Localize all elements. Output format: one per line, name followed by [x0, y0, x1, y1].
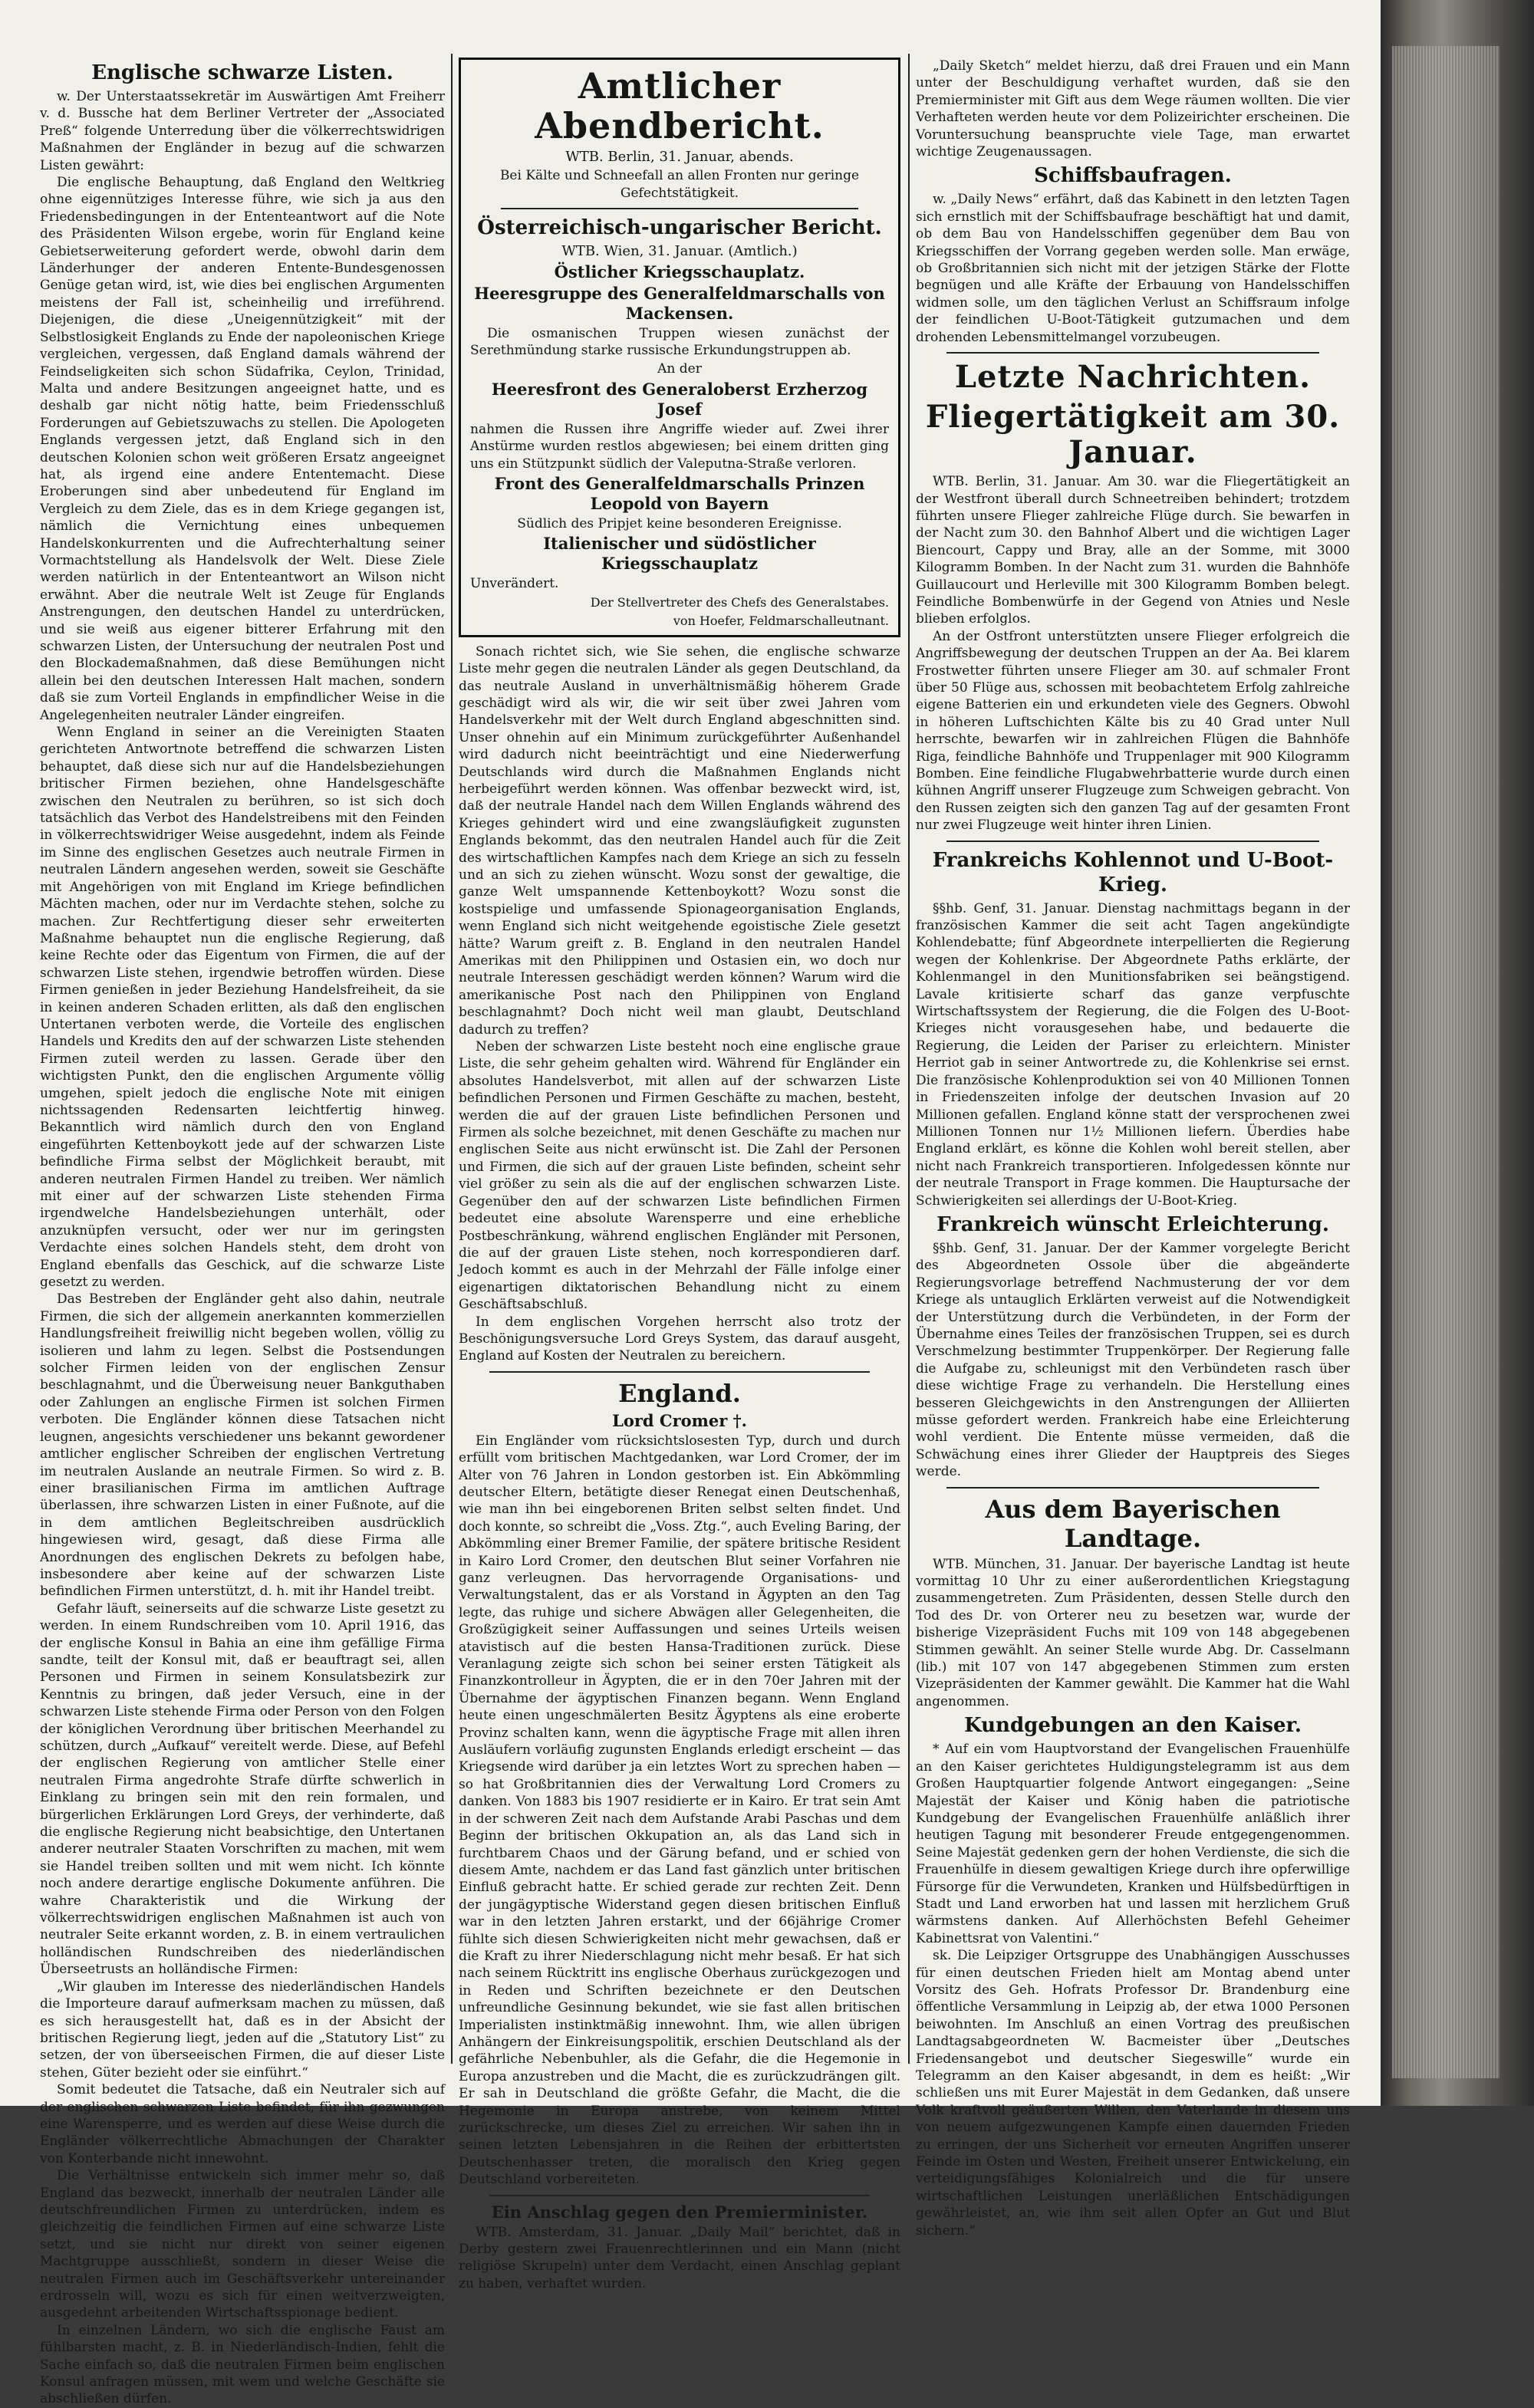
report-intro: Bei Kälte und Schneefall an allen Fronten nur geringe Gefechtstätigkeit. — [499, 168, 860, 201]
paragraph: w. Der Unterstaatssekretär im Auswärtigen Amt Freiherr v. d. Bussche hat dem Berliner Vertreter der „Associated Preß“ folgende Unterredung über die völkerrechtswidrigen Maßnahmen der Engländer in bezug auf die schwarzen Listen gewährt: — [40, 89, 445, 173]
official-report-box — [459, 58, 900, 637]
divider — [501, 208, 858, 209]
divider — [946, 840, 1319, 842]
paragraph: Die englische Behauptung, daß England den Weltkrieg ohne eigennütziges Interesse führe, wie sich ja aus den Friedensbedingungen in der Ententeantwort auf die Note des Präsidenten Wilson ergebe, worin für England keine Gebietserweiterung gefordert werde, obwohl darin dem Länderhunger der anderen Entente-Bundesgenossen Genüge getan wird, ist, wie dies bei englischen Argumenten meistens der Fall ist, scheinheilig und irreführend. Diejenigen, die diese „Uneigennützigkeit“ mit der Selbstlosigkeit Englands zu Ende der napoleonischen Kriege vergleichen, vergessen, daß England damals während der Feindseligkeiten sich schon Südafrika, Ceylon, Trinidad, Malta und andere Besitzungen angeeignet hatte, und es deshalb gar nicht nötig hatte, beim Friedensschluß Forderungen auf Gebietszuwachs zu stellen. Die Apologeten Englands vergessen jetzt, daß England sich in den deutschen Kolonien schon weit größeren Ersatz angeeignet hat, als irgend eine andere Ententemacht. Diese Eroberungen sind aber unbedeutend für England im Vergleich zu dem Ziele, das es in dem Kriege gegangen ist, nämlich die Vernichtung eines unbequemen Handelskonkurrenten und die Aufrechterhaltung seiner Vormachtstellung als Handelsvolk der Welt. Diese Ziele werden natürlich in der Ententeantwort an Wilson nicht erwähnt. Aber die neutrale Welt ist Zeuge für Englands Anstrengungen, den deutschen Handel zu unterdrücken, und sie weiß aus eigener bitterer Erfahrung mit den schwarzen Listen, der Untersuchung der neutralen Post und den Blockademaßnahmen, daß diese Bemühungen nicht allein bei den deutschen Interessen Halt machen, sondern daß sie zum Vorteil Englands in empfindlicher Weise in die Angelegenheiten neutraler Länder eingreifen. — [40, 175, 445, 723]
page-edges — [1392, 46, 1499, 2078]
josef-title: Heeresfront des Generaloberst Erzherzog Josef — [491, 379, 868, 419]
paragraph: Das Bestreben der Engländer geht also dahin, neutrale Firmen, die sich der allgemein anerkannten kommerziellen Handlungsfreiheit freiwillig nicht begeben wollen, völlig zu isolieren und lahm zu legen. Selbst die Postsendungen solcher Firmen leiden von der englischen Zensur beschlagnahmt, und die Überweisung neuer Bankguthaben oder Zahlungen an englische Firmen ist solchen Firmen verboten. Die Engländer können diese Tatsachen nicht leugnen, angesichts verschiedener uns bekannt gewordener amtlicher englischer Schreiben der englischen Vertretung im neutralen Auslande an neutrale Firmen. So wird z. B. einer brasilianischen Firma im amtlichen Auftrage überlassen, ihre schwarzen Listen in einer Fußnote, auf die in dem amtlichen Begleitschreiben ausdrücklich hingewiesen wird, gesagt, daß diese Firma alle Anordnungen des englischen Dekrets zu befolgen habe, insbesondere aber keine auf der schwarzen Liste befindlichen Firmen unterstützt, d. h. mit ihr Handel treibt. — [40, 1291, 445, 1600]
paragraph: * Auf ein vom Hauptvorstand der Evangelischen Frauenhülfe an den Kaiser gerichtetes Huldigungstelegramm ist aus dem Großen Hauptquartier folgende Antwort eingegangen: „Seine Majestät der Kaiser und König haben die patriotische Kundgebung der Evangelischen Frauenhülfe anläßlich ihrer heutigen Tagung mit besonderer Freude entgegengenommen. Seine Majestät gedenken gern der hohen Verdienste, die sich die Frauenhülfe in diesem gewaltigen Kriege durch ihre opferwillige Fürsorge für die Verwundeten, Kranken und Hülfsbedürftigen in Stadt und Land erworben hat und lassen mit herzlichem Gruß wärmstens danken. Auf Allerhöchsten Befehl Geheimer Kabinettsrat von Valentini.“ — [916, 1742, 1350, 1946]
paragraph: Wenn England in seiner an die Vereinigten Staaten gerichteten Antwortnote betreffend die schwarzen Listen behauptet, daß diese sich nur auf die Handelsbeziehungen britischer Firmen beziehen, ohne Handelsgeschäfte zwischen den Neutralen zu berühren, so ist sich doch tatsächlich das Verbot des Handelstreibens mit den Feinden in völkerrechtswidriger Weise ausgedehnt, indem als Feinde im Sinne des englischen Gesetzes auch neutrale Firmen in neutralen Ländern angesehen werden, soweit sie Geschäfte mit Angehörigen von mit England im Kriege befindlichen Mächten machen, oder nur im Verdachte stehen, solche zu machen. Zur Rechtfertigung dieser sehr erweiterten Maßnahme behauptet nun die englische Regierung, daß keine Rechte oder das Eigentum von Firmen, die auf der schwarzen Liste stehen, irgendwie betroffen würden. Diese Firmen genießen in jeder Beziehung Handelsfreiheit, da sie in keinen anderen Schaden erlitten, als daß den englischen Untertanen verboten werde, die Vorteile des englischen Handels und Kredits den auf der schwarzen Liste stehenden Firmen zuteil werden zu lassen. Gerade über den wichtigsten Punkt, den die englischen Argumente völlig umgehen, spielt jedoch die englische Note mit einigen nichtssagenden Redensarten leichtfertig hinweg. Bekanntlich wird nämlich durch den von England eingeführten Kettenboykott jede auf der schwarzen Liste befindliche Firma selbst der Möglichkeit beraubt, mit anderen neutralen Firmen Handel zu treiben. Wer nämlich mit einer auf der schwarzen Liste stehenden Firma irgendwelche Handelsbeziehungen unterhält, oder anzuknüpfen versucht, oder wer nur im geringsten Verdachte eines solchen Handels steht, dem droht von England ebenfalls das Geschick, auf die schwarze Liste gesetzt zu werden. — [40, 725, 445, 1291]
paragraph: Somit bedeutet die Tatsache, daß ein Neutraler sich auf der englischen schwarzen Liste befindet, für ihn gezwungen eine Warensperre, und es werden auf diese Weise durch die Engländer völkerrechtliche Abmachungen der Charakter von Konterbande nicht innewohnt. — [40, 2082, 445, 2166]
article-title-shipbuilding: Schiffsbaufragen. — [1034, 164, 1232, 188]
article-title-kaiser: Kundgebungen an den Kaiser. — [964, 1714, 1302, 1738]
column-right — [916, 58, 1350, 2239]
signature: Der Stellvertreter des Chefs des Generalstabes. — [590, 594, 889, 610]
divider — [946, 1487, 1319, 1489]
paragraph: WTB. Amsterdam, 31. Januar. „Daily Mail“ berichtet, daß in Derby gestern zwei Frauenrechtlerinnen und ein Mann (nicht religiöse Skrupeln) unter dem Verdacht, einen Anschlag geplant zu haben, verhaftet wurden. — [459, 2224, 900, 2291]
article-title-flier-activity: Fliegertätigkeit am 30. Januar. — [925, 399, 1341, 471]
paragraph: Südlich des Pripjet keine besonderen Ereignisse. — [517, 516, 842, 532]
article-title-plot: Ein Anschlag gegen den Premierminister. — [491, 2202, 868, 2222]
article-title-black-lists: Englische schwarze Listen. — [91, 61, 393, 84]
paragraph: Die Verhältnisse entwickeln sich immer mehr so, daß England das bezweckt, innerhalb der neutralen Länder alle deutschfreundlichen Firmen zu unterdrücken, indem es gleichzeitig die feindlichen Firmen auf eine schwarze Liste setzt, und sie nicht nur direkt von seiner eigenen Machtgruppe ausschließt, sondern in dieser Weise die neutralen Firmen auch im Geschäftsverkehr untereinander erdrosseln will, wozu es sich für einen weitverzweigten, ausgedehnt arbeitenden Wirtschaftsspionage bedient. — [40, 2168, 445, 2321]
paragraph: w. „Daily News“ erfährt, daß das Kabinett in den letzten Tagen sich ernstlich mit der Schiffsbaufrage beschäftigt hat und damit, ob dem Bau von Handelsschiffen gegenüber dem Bau von Kriegsschiffen der Vorrang gegeben werden solle. Man erwäge, ob Großbritannien sich nicht mit der jetzigen Stärke der Flotte begnügen und alle Kräfte der Erbauung von Handelsschiffen widmen solle, um den täglichen Verlust an Schiffsraum infolge der feindlichen U-Boot-Tätigkeit gutzumachen und dem drohenden Lebensmittelmangel vorzubeugen. — [916, 192, 1350, 345]
dateline: WTB. Berlin, 31. Januar, abends. — [565, 149, 794, 165]
column-divider — [908, 54, 910, 2064]
paragraph: „Daily Sketch“ meldet hierzu, daß drei Frauen und ein Mann unter der Beschuldigung verhaftet wurden, daß sie den Premierminister mit Gift aus dem Wege räumen wollten. Die vier Verhafteten werden heute vor dem Polizeirichter erscheinen. Die Voruntersuchung beanspruchte viele Tage, man erwartet wichtige Zeugenaussagen. — [916, 58, 1350, 160]
article-title-relief: Frankreich wünscht Erleichterung. — [937, 1212, 1329, 1236]
paragraph: Die osmanischen Truppen wiesen zunächst der Serethmündung starke russische Erkundungstruppen ab. — [470, 325, 889, 359]
leopold-title: Front des Generalfeldmarschalls Prinzen Leopold von Bayern — [494, 474, 865, 514]
divider — [946, 352, 1319, 354]
paragraph: sk. Die Leipziger Ortsgruppe des Unabhängigen Ausschusses für einen deutschen Frieden hielt am Montag abend unter Vorsitz des Geh. Hofrats Professor Dr. Brandenburg eine öffentliche Versammlung in Leipzig ab, der etwa 1000 Personen beiwohnten. Im Anschluß an einen Vortrag des preußischen Landtagsabgeordneten W. Bacmeister über „Deutsches Friedensangebot und deutscher Siegeswille“ wurde ein Telegramm an den Kaiser abgesandt, in dem es heißt: „Wir schließen uns mit Eurer Majestät in dem Gedanken, daß unsere Volk kraftvoll geäußerten Willen, den Vaterlande in diesem uns von neuem aufgezwungenen Kampfe einen dauernden Frieden zu erringen, der uns Sicherheit vor erneuten Angriffen unserer Feinde im Osten und Westen, Freiheit unserer Entwickelung, ein verteidigungsfähiges Kolonialreich und die für unsere wirtschaftlichen Leistungen unerläßlichen Entschädigungen gewährleistet, an, wie ihm seit allen Opfer an Gut und Blut sichern.“ — [916, 1948, 1350, 2239]
article-title-coal: Frankreichs Kohlennot und U-Boot-Krieg. — [932, 848, 1334, 896]
article-title-cromer: Lord Cromer †. — [612, 1410, 747, 1430]
paragraph: Sonach richtet sich, wie Sie sehen, die englische schwarze Liste mehr gegen die neutralen Länder als gegen Deutschland, da das neutrale Ausland in unverhältnismäßig höherem Grade geschädigt wird als wir, die wir seit über zwei Jahren vom Handelsverkehr mit der Welt durch England abgeschnitten sind. Unser ohnehin auf ein Minimum zurückgeführter Außenhandel wird dadurch nicht beeinträchtigt und eine Niederwerfung Deutschlands wird durch die Maßnahmen Englands nicht herbeigeführt werden können. Was offenbar bezweckt wird, ist, daß der neutrale Handel nach dem Willen Englands während des Krieges gehindert wird und eine zwangsläufigkeit zugunsten Englands bekommt, das den neutralen Handel auch für die Zeit des wirtschaftlichen Kampfes nach dem Kriege an sich zu fesseln und an sich zu ziehen wünscht. Wozu sonst der gewaltige, die ganze Welt umspannende Kettenboykott? Wozu sonst die kostspielige und umfassende Spionageorganisation Englands, wenn England sich nicht weitgehende egoistische Ziele gesetzt hätte? Warum greift z. B. England in den neutralen Handel Amerikas mit den Philippinen und Ostasien ein, wo doch nur neutrale Interessen geschädigt werden können? Warum wird die amerikanische Post nach den Philippinen von England beschlagnahmt? Doch nicht weil man glaubt, Deutschland dadurch zu treffen? — [459, 643, 900, 1038]
column-left — [40, 58, 445, 2407]
paragraph: Ein Engländer vom rücksichtslosesten Typ, durch und durch erfüllt vom britischen Machtgedanken, war Lord Cromer, der im Alter von 76 Jahren in London gestorben ist. Ein Abkömmling deutscher Eltern, betätigte dieser Renegat einen Deutschenhaß, wie man ihn bei eingeborenen Briten selbst selten findet. Und doch konnte, so schreibt die „Voss. Ztg.“, auch Eveling Baring, der Abkömmling einer Bremer Familie, der spätere britische Resident in Kairo Lord Cromer, den deutschen Blut seiner Vorfahren nie ganz verleugnen. Das hervorragende Organisations- und Verwaltungstalent, das er als Vorstand in Ägypten an den Tag legte, das ruhige und sichere Abwägen aller Gelegenheiten, die Großzügigkeit seiner Auffassungen und seines Urteils weisen atavistisch auf die besten Hansa-Traditionen zurück. Diese Veranlagung zeigte sich schon bei seiner ersten Tätigkeit als Finanzkontrolleur in Ägypten, die er in den 70er Jahren mit der Übernahme der ägyptischen Finanzen begann. Wenn England heute einen ungeschmälerten Besitz Ägyptens als eine eroberte Provinz schalten kann, wenn die ägyptische Frage mit allen ihren Ausläufern vorläufig zugunsten Englands erledigt erscheint — das Kriegsende wird darüber ja ein letztes Wort zu sprechen haben — so hat Großbritannien dies der Verwaltung Lord Cromers zu danken. Von 1883 bis 1907 residierte er in Kairo. Er trat sein Amt in der schweren Zeit nach dem Aufstande Arabi Paschas und dem Beginn der britischen Okkupation an, als das Land sich in furchtbarem Chaos und der Gärung befand, und er schied von diesem Amte, nachdem er das Land fast gänzlich unter britischen Einfluß gebracht hatte. Er schied gerade zur rechten Zeit. Denn der jungägyptische Widerstand gegen diesen britischen Einfluß war in den letzten Jahren erstarkt, und der 66jährige Cromer fühlte sich diesen Schwierigkeiten nicht mehr gewachsen, daß er die Kraft zu ihrer Niederschlagung nicht mehr besaß. Er hat sich nach seinem Rücktritt ins englische Oberhaus zurückgezogen und in Reden und Schriften bezeichnete er den Deutschen unfreundliche Gesinnung bekundet, wie sie fast allen britischen Imperialisten instinktmäßig innewohnt. Ihm, wie allen übrigen Anhängern der Einkreisungspolitik, erschien Deutschland als der gefährliche Nebenbuhler, als die Gefahr, die die Hegemonie in Europa anzustreben und die Macht, die es zurückzudrängen gilt. Er sah in Deutschland die größte Gefahr, die Macht, die die Hegemonie in Europa anstrebe, von keinem Mittel zurückschrecke, um dieses Ziel zu erreichen. Wir sahen ihn in seinen letzten Lebensjahren in die Reihen der erbittertsten Deutschenhasser treten, die moralisch den Krieg gegen Deutschland vorbereiteten. — [459, 1433, 900, 2188]
section-title-england: England. — [618, 1378, 741, 1408]
paragraph: nahmen die Russen ihre Angriffe wieder auf. Zwei ihrer Anstürme wurden restlos abgewiesen; bei einem dritten ging uns ein Stützpunkt südlich der Valeputna-Straße verloren. — [470, 421, 889, 472]
paragraph: In dem englischen Vorgehen herrscht also trotz der Beschönigungsversuche Lord Greys System, das darauf ausgeht, England auf Kosten der Neutralen zu bereichern. — [459, 1314, 900, 1364]
paragraph: §§hb. Genf, 31. Januar. Der der Kammer vorgelegte Bericht des Abgeordneten Ossole über die abgeänderte Regierungsvorlage betreffend Nachmusterung der vor dem Kriege als untauglich Erklärten verweist auf die Notwendigkeit der Unterstützung durch die Verbündeten, in der Form der Übernahme eines Teiles der französischen Truppen, sei es durch Verschmelzung bestimmter Truppenkörper. Der Regierung falle die Aufgabe zu, schleunigst mit den Verbündeten rasch über diese wichtige Frage zu verhandeln. Die Herstellung eines besseren Gleichgewichts in den Anstrengungen der Alliierten müsse gefordert werden. Frankreich habe eine Erleichterung wohl verdient. Die Entente müsse vermeiden, daß die Schwächung eines ihrer Glieder der Hauptpreis des Sieges werde. — [916, 1240, 1350, 1480]
divider — [489, 2195, 870, 2196]
east-front-title: Östlicher Kriegsschauplatz. — [554, 262, 805, 281]
mackensen-title: Heeresgruppe des Generalfeldmarschalls von Mackensen. — [474, 283, 885, 323]
dateline: WTB. Wien, 31. Januar. (Amtlich.) — [561, 243, 798, 260]
paragraph: An der Ostfront unterstützten unsere Flieger erfolgreich die Angriffsbewegung der deutschen Truppen an der Aa. Bei klarem Frostwetter führten unsere Flieger am 30. auf schmaler Front über 50 Flüge aus, schossen mit beobachtetem Erfolg zahlreiche eigene Batterien ein und erkundeten viele des Gegners. Obwohl in höheren Luftschichten Kälte bis zu 40 Grad unter Null herrschte, bewarfen wir in zahlreichen Flügen die Bahnhöfe Riga, feindliche Bahnhöfe und Truppenlager mit 900 Kilogramm Bomben. Eine feindliche Flugabwehrbatterie wurde durch einen kühnen Angriff unserer Flugzeuge zum Schweigen gebracht. Von den Russen zeigten sich den ganzen Tag auf der gesamten Front nur zwei Flugzeuge weit hinter ihren Linien. — [916, 628, 1350, 834]
paragraph: Gefahr läuft, seinerseits auf die schwarze Liste gesetzt zu werden. In einem Rundschreiben vom 10. April 1916, das der englische Konsul in Bahia an eine ihm gefällige Firma sandte, teilt der Konsul mit, daß er beauftragt sei, allen Personen und Firmen in seinem Konsulatsbezirk zur Kenntnis zu bringen, daß jeder Versuch, eine in der schwarzen Liste stehende Firma oder Person von den Folgen der königlichen Verordnung über britischen Meerhandel zu schützen, durch „Aufkauf“ vereitelt werde. Diese, auf Befehl der englischen Regierung von amtlicher Stelle einer neutralen Firma angedrohte Strafe dürfte schwerlich in Einklang zu bringen sein mit den rein formalen, und bürgerlichen Erklärungen Lord Greys, der verhinderte, daß die englische Regierung nicht beabsichtige, den Untertanen anderer neutraler Staaten Vorschriften zu machen, mit wem sie Handel treiben sollten und mit wem nicht. Ich könnte noch andere derartige englische Dokumente anführen. Die wahre Charakteristik und die Wirkung der völkerrechtswidrigen englischen Maßnahmen ist auch von neutraler Seite erkannt worden, z. B. in einem vertraulichen holländischen Rundschreiben des niederländischen Überseetrusts an holländische Firmen: — [40, 1600, 445, 1978]
masthead-evening-report: Amtlicher Abendbericht. — [535, 65, 825, 146]
paragraph: In einzelnen Ländern, wo sich die englische Faust am fühlbarsten macht, z. B. in Niederländisch-Indien, fehlt die Sache einfach so, daß die neutralen Firmen beim englischen Konsul anfragen müssen, mit wem und welche Geschäfte sie abschließen dürfen. — [40, 2322, 445, 2407]
paragraph: „Wir glauben im Interesse des niederländischen Handels die Importeure darauf aufmerksam machen zu müssen, daß es sich herausgestellt hat, daß es in der Absicht der britischen Regierung liegt, jeden auf die „Statutory List“ zu setzen, der von überseeischen Firmen, die auf dieser Liste stehen, Güter bezieht oder sie einführt.“ — [40, 1979, 445, 2081]
josef-intro: An der — [657, 361, 702, 377]
paragraph: Unverändert. — [470, 576, 559, 592]
paragraph: WTB. München, 31. Januar. Der bayerische Landtag ist heute vormittag 10 Uhr zu einer außerordentlichen Kriegstagung zusammengetreten. Zum Präsidenten, dessen Stelle durch den Tod des Dr. von Orterer neu zu besetzen war, wurde der bisherige Vizepräsident Fuchs mit 109 von 148 abgegebenen Stimmen gewählt. An seiner Stelle wurde Abg. Dr. Casselmann (lib.) mit 107 von 147 abgegebenen Stimmen zum ersten Vizepräsidenten der Kammer gewählt. Die Kammer hat die Wahl angenommen. — [916, 1556, 1350, 1709]
divider — [489, 1371, 870, 1373]
paragraph: §§hb. Genf, 31. Januar. Dienstag nachmittags begann in der französischen Kammer die seit acht Tagen angekündigte Kohlendebatte; fünf Abgeordnete interpellierten die Regierung wegen der Kohlenkrise. Der Abgeordnete Paths erklärte, der Kohlenmangel in den Munitionsfabriken sei beängstigend. Lavale kritisierte scharf das ganze verpfuschte Wirtschaftssystem der Regierung, die die Folgen des U-Boot-Krieges nicht vorausgesehen habe, und bedauerte die Regierung, die Leiden der Pariser zu erleichtern. Minister Herriot gab in seiner Antwortrede zu, die Kohlenkrise sei ernst. Die französische Kohlenproduktion sei von 40 Millionen Tonnen in Friedenszeiten infolge der deutschen Invasion auf 20 Millionen gefallen. England könne statt der versprochenen zwei Millionen Tonnen nur 1½ Millionen liefern. Überdies habe England erklärt, es könne die Kohlen wohl bereit stellen, aber nicht nach Frankreich transportieren. Infolgedessen könnte nur der neutrale Transport in Frage kommen. Die Hauptursache der Schwierigkeiten sei allerdings der U-Boot-Krieg. — [916, 900, 1350, 1209]
italy-front-title: Italienischer und südöstlicher Kriegsschauplatz — [543, 534, 816, 574]
paragraph: WTB. Berlin, 31. Januar. Am 30. war die Fliegertätigkeit an der Westfront überall durch Schneetreiben behindert; trotzdem führten unsere Flieger zahlreiche Flüge durch. Sie bewarfen in der Nacht zum 30. den Bahnhof Albert und die wichtigen Lager Biencourt, Cappy und Bray, alle an der Somme, mit 3000 Kilogramm Bomben. In der Nacht zum 31. wurden die Bahnhöfe Guillaucourt und Herleville mit 300 Kilogramm Bomben belegt. Feindliche Bombenwürfe in der Gegend von Atnies und Nesle blieben erfolglos. — [916, 474, 1350, 627]
austria-report-title: Österreichisch-ungarischer Bericht. — [477, 216, 882, 240]
section-title-latest-news: Letzte Nachrichten. — [954, 359, 1312, 396]
signature: von Hoefer, Feldmarschalleutnant. — [673, 614, 889, 629]
article-title-bavaria: Aus dem Bayerischen Landtage. — [985, 1494, 1281, 1553]
paragraph: Neben der schwarzen Liste besteht noch eine englische graue Liste, die sehr geheim gehalten wird. Während für Engländer ein absolutes Handelsverbot, mit allen auf der schwarzen Liste befindlichen Personen und Firmen Geschäfte zu machen, besteht, werden die auf der grauen Liste befindlichen Personen und Firmen als solche bezeichnet, mit denen Geschäfte zu machen nur englischen Seite aus nicht erwünscht ist. Die Zahl der Personen und Firmen, die sich auf der grauen Liste befinden, scheint sehr viel größer zu sein als die auf der englischen schwarzen Liste. Gegenüber den auf der schwarzen Liste befindlichen Firmen bedeutet eine absolute Warensperre und eine erhebliche Postbeschränkung, während englischen Engländer mit Personen, die auf der grauen Liste stehen, noch korrespondieren darf. Jedoch kommt es auch in der Mehrzahl der Fälle infolge einer eigenartigen diktatorischen Behandlung nicht zu einem Geschäftsabschluß. — [459, 1039, 900, 1313]
column-middle — [459, 58, 900, 2291]
column-divider — [451, 54, 453, 2064]
